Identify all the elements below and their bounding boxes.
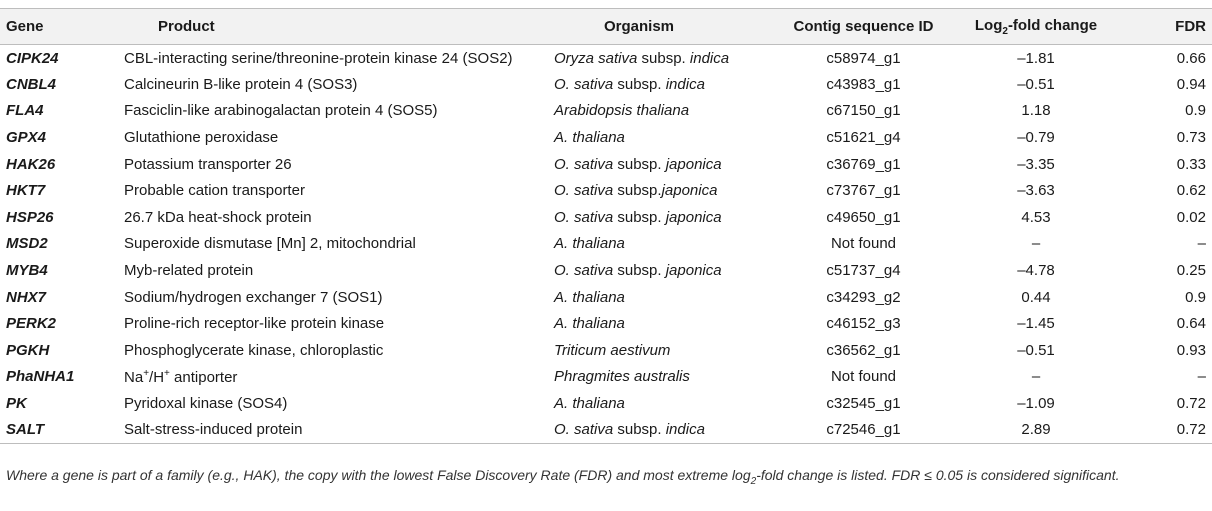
cell-product: Fasciclin-like arabinogalactan protein 4 (SOS5)	[124, 102, 438, 120]
cell-fdr: 0.9	[1185, 102, 1206, 120]
cell-contig: c51621_g4	[826, 129, 901, 147]
cell-gene: MYB4	[6, 262, 48, 280]
cell-gene: PERK2	[6, 315, 57, 333]
organism-variety: japonica	[665, 262, 722, 280]
cell-product: Phosphoglycerate kinase, chloroplastic	[124, 341, 384, 359]
cell-log-fold-change: 1.18	[1021, 102, 1051, 120]
organism-species: A. thaliana	[554, 288, 625, 306]
cell-gene: PhaNHA1	[6, 368, 75, 386]
organism-species: O. sativa	[554, 182, 614, 200]
header-fdr: FDR	[1175, 18, 1206, 35]
product-sup-2: +	[164, 367, 170, 379]
cell-fdr: 0.9	[1185, 288, 1206, 306]
cell-organism	[554, 204, 776, 231]
cell-product: Proline-rich receptor-like protein kinase	[124, 315, 385, 333]
cell-log-fold-change: 0.44	[1021, 288, 1051, 306]
organism-subsp: subsp.	[613, 155, 666, 173]
cell-contig: Not found	[830, 368, 897, 386]
table-row	[0, 390, 1212, 417]
cell-product: Glutathione peroxidase	[124, 129, 279, 147]
cell-organism	[554, 124, 776, 151]
cell-log-fold-change: –	[1031, 235, 1041, 253]
table-footnote	[6, 466, 1194, 491]
cell-product: 26.7 kDa heat-shock protein	[124, 208, 312, 226]
organism-subsp: subsp.	[613, 262, 666, 280]
table-row	[0, 98, 1212, 125]
organism-species: A. thaliana	[554, 129, 625, 147]
organism-variety: japonica	[661, 182, 718, 200]
cell-fdr: 0.94	[1176, 75, 1206, 93]
cell-organism	[554, 71, 776, 98]
cell-organism	[554, 257, 776, 284]
cell-gene: HSP26	[6, 208, 54, 226]
cell-organism	[554, 337, 776, 364]
cell-log-fold-change: –1.81	[1017, 49, 1055, 67]
product-part-a: Na	[124, 368, 144, 386]
cell-organism	[554, 231, 776, 258]
cell-product: Calcineurin B-like protein 4 (SOS3)	[124, 75, 358, 93]
table-row	[0, 45, 1212, 72]
header-row	[0, 9, 1212, 45]
cell-gene: SALT	[6, 421, 45, 439]
cell-organism	[554, 284, 776, 311]
cell-log-fold-change: 2.89	[1021, 421, 1051, 439]
product-sup-1: +	[143, 367, 150, 379]
organism-species: O. sativa	[554, 262, 614, 280]
cell-organism	[554, 417, 776, 444]
product-part-c: antiporter	[169, 368, 238, 386]
organism-subsp: subsp.	[637, 49, 690, 67]
cell-fdr: 0.33	[1176, 155, 1206, 173]
cell-gene: HAK26	[6, 155, 56, 173]
cell-fdr: 0.66	[1176, 49, 1206, 67]
table-row	[0, 71, 1212, 98]
cell-contig: c36769_g1	[826, 155, 901, 173]
cell-product: Probable cation transporter	[124, 182, 305, 200]
cell-log-fold-change: –1.09	[1017, 395, 1055, 413]
table-body	[0, 45, 1212, 444]
cell-contig: c67150_g1	[826, 102, 901, 120]
cell-contig: c32545_g1	[826, 395, 901, 413]
cell-product: Myb-related protein	[124, 262, 254, 280]
cell-fdr: 0.64	[1176, 315, 1206, 333]
cell-log-fold-change: –0.51	[1017, 341, 1055, 359]
table-row	[0, 177, 1212, 204]
cell-gene: FLA4	[6, 102, 44, 120]
cell-fdr: 0.72	[1176, 421, 1206, 439]
header-log-suffix: -fold change	[1007, 16, 1098, 34]
organism-species: A. thaliana	[554, 395, 625, 413]
cell-gene: MSD2	[6, 235, 48, 253]
organism-species: A. thaliana	[554, 315, 625, 333]
cell-product: Sodium/hydrogen exchanger 7 (SOS1)	[124, 288, 383, 306]
footnote-text-b: -fold change is listed. FDR ≤ 0.05 is considered significant.	[756, 467, 1120, 483]
cell-fdr: –	[1197, 368, 1206, 386]
cell-gene: NHX7	[6, 288, 47, 306]
cell-fdr: –	[1197, 235, 1206, 253]
cell-gene: HKT7	[6, 182, 46, 200]
cell-product: CBL-interacting serine/threonine-protein kinase 24 (SOS2)	[124, 49, 513, 67]
organism-subsp: subsp.	[613, 75, 666, 93]
header-contig: Contig sequence ID	[793, 18, 934, 35]
organism-variety: japonica	[665, 208, 722, 226]
organism-subsp: subsp.	[613, 208, 666, 226]
table-row	[0, 284, 1212, 311]
cell-fdr: 0.62	[1176, 182, 1206, 200]
organism-variety: indica	[689, 49, 730, 67]
organism-species: Triticum aestivum	[554, 341, 671, 359]
cell-contig: c58974_g1	[826, 49, 901, 67]
footnote-sub: 2	[750, 475, 757, 487]
organism-variety: indica	[665, 421, 705, 439]
organism-species: O. sativa	[554, 208, 614, 226]
cell-log-fold-change: –3.35	[1017, 155, 1055, 173]
cell-organism	[554, 151, 776, 178]
table-row	[0, 204, 1212, 231]
cell-contig: Not found	[830, 235, 897, 253]
cell-gene: CNBL4	[6, 75, 57, 93]
cell-contig: c73767_g1	[826, 182, 901, 200]
cell-product	[124, 364, 554, 391]
cell-gene: CIPK24	[6, 49, 59, 67]
table-row	[0, 364, 1212, 391]
cell-product: Potassium transporter 26	[124, 155, 292, 173]
organism-species: Arabidopsis thaliana	[554, 102, 690, 120]
organism-variety: japonica	[665, 155, 722, 173]
table-row	[0, 310, 1212, 337]
organism-species: Phragmites australis	[554, 368, 690, 386]
header-gene: Gene	[6, 18, 44, 35]
cell-gene: PK	[6, 395, 27, 413]
cell-organism	[554, 310, 776, 337]
organism-species: O. sativa	[554, 75, 614, 93]
cell-contig: c36562_g1	[826, 341, 901, 359]
cell-organism	[554, 177, 776, 204]
table-row	[0, 124, 1212, 151]
cell-log-fold-change: –4.78	[1017, 262, 1055, 280]
cell-product: Superoxide dismutase [Mn] 2, mitochondrial	[124, 235, 416, 253]
cell-fdr: 0.25	[1176, 262, 1206, 280]
cell-gene: GPX4	[6, 129, 47, 147]
cell-organism	[554, 390, 776, 417]
table-row	[0, 417, 1212, 444]
cell-gene: PGKH	[6, 341, 50, 359]
cell-log-fold-change: 4.53	[1021, 208, 1051, 226]
organism-species: O. sativa	[554, 155, 614, 173]
table-row	[0, 337, 1212, 364]
cell-contig: c43983_g1	[826, 75, 901, 93]
cell-contig: c51737_g4	[826, 262, 901, 280]
cell-contig: c72546_g1	[826, 421, 901, 439]
cell-fdr: 0.72	[1176, 395, 1206, 413]
product-part-b: /H	[149, 368, 165, 386]
table-row	[0, 231, 1212, 258]
cell-fdr: 0.73	[1176, 129, 1206, 147]
cell-contig: c49650_g1	[826, 208, 901, 226]
header-organism: Organism	[604, 18, 675, 35]
header-log-fold-change	[951, 9, 1121, 45]
organism-subsp: subsp.	[613, 182, 662, 200]
cell-contig: c34293_g2	[826, 288, 901, 306]
cell-log-fold-change: –0.79	[1017, 129, 1055, 147]
cell-fdr: 0.93	[1176, 341, 1206, 359]
cell-product: Pyridoxal kinase (SOS4)	[124, 395, 288, 413]
cell-organism	[554, 98, 776, 125]
organism-species: Oryza sativa	[554, 49, 638, 67]
cell-organism	[554, 45, 776, 72]
table-row	[0, 151, 1212, 178]
cell-log-fold-change: –	[1031, 368, 1041, 386]
cell-log-fold-change: –3.63	[1017, 182, 1055, 200]
header-product: Product	[158, 18, 215, 35]
footnote-text-a: Where a gene is part of a family (e.g., HAK), the copy with the lowest False Discovery Rate (FDR) and most extreme log	[6, 467, 751, 483]
cell-organism	[554, 364, 776, 391]
cell-contig: c46152_g3	[826, 315, 901, 333]
table-row	[0, 257, 1212, 284]
header-log-prefix: Log	[974, 16, 1003, 34]
organism-variety: indica	[665, 75, 705, 93]
cell-log-fold-change: –1.45	[1017, 315, 1055, 333]
gene-table	[0, 8, 1212, 444]
cell-fdr: 0.02	[1176, 208, 1206, 226]
cell-log-fold-change: –0.51	[1017, 75, 1055, 93]
organism-species: A. thaliana	[554, 235, 625, 253]
organism-species: O. sativa	[554, 421, 614, 439]
cell-product: Salt-stress-induced protein	[124, 421, 303, 439]
organism-subsp: subsp.	[613, 421, 666, 439]
header-log-sub: 2	[1002, 25, 1008, 37]
